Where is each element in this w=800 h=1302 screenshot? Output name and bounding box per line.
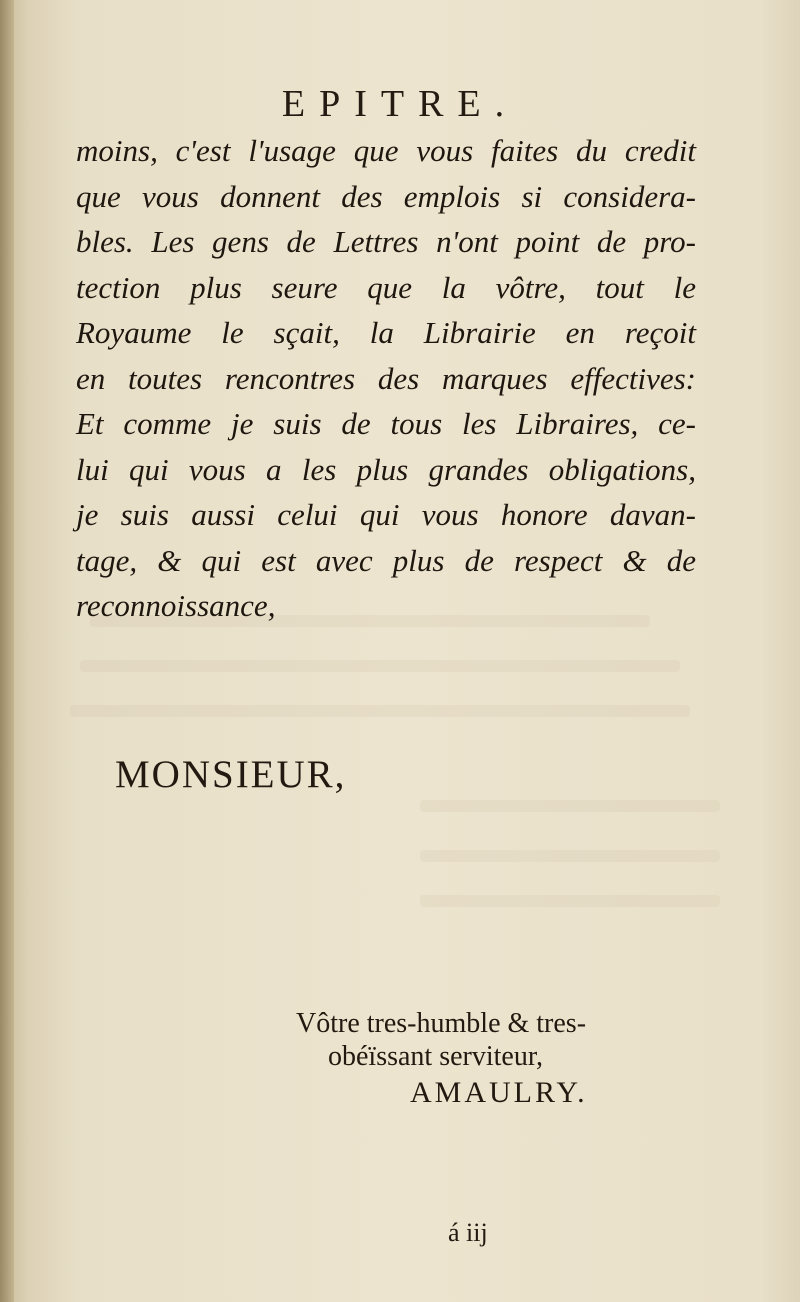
body-line: je suis aussi celui qui vous honore davan-: [76, 497, 696, 532]
body-line: que vous donnent des emplois si considera-: [76, 178, 696, 214]
body-line: Royaume le sçait, la Librairie en reçoit: [76, 315, 696, 350]
body-line: en toutes rencontres des marques effectives:: [76, 360, 696, 396]
signature-mark: á iij: [448, 1218, 488, 1247]
body-line: tage, & qui est avec plus de respect & de: [76, 542, 696, 578]
body-line: reconnoissance,: [76, 588, 276, 623]
show-through-text: [80, 660, 680, 672]
show-through-text: [420, 895, 720, 907]
salutation: MONSIEUR,: [115, 753, 347, 796]
show-through-text: [70, 705, 690, 717]
signature-name: AMAULRY.: [410, 1076, 588, 1109]
epistle-body-text: [76, 128, 696, 629]
page-binding-edge: [0, 0, 14, 1302]
body-line: moins, c'est l'usage que vous faites du credit: [76, 133, 696, 168]
signature-line-1: Vôtre tres-humble & tres-: [296, 1008, 587, 1039]
show-through-text: [420, 800, 720, 812]
body-line: Et comme je suis de tous les Libraires, ce-: [76, 406, 696, 441]
show-through-text: [420, 850, 720, 862]
running-title: EPITRE.: [281, 83, 519, 125]
body-line: bles. Les gens de Lettres n'ont point de pro-: [76, 224, 696, 259]
body-line: lui qui vous a les plus grandes obligations,: [76, 451, 696, 487]
signature-line-2: obéïssant serviteur,: [328, 1041, 544, 1072]
body-line: tection plus seure que la vôtre, tout le: [76, 269, 696, 305]
